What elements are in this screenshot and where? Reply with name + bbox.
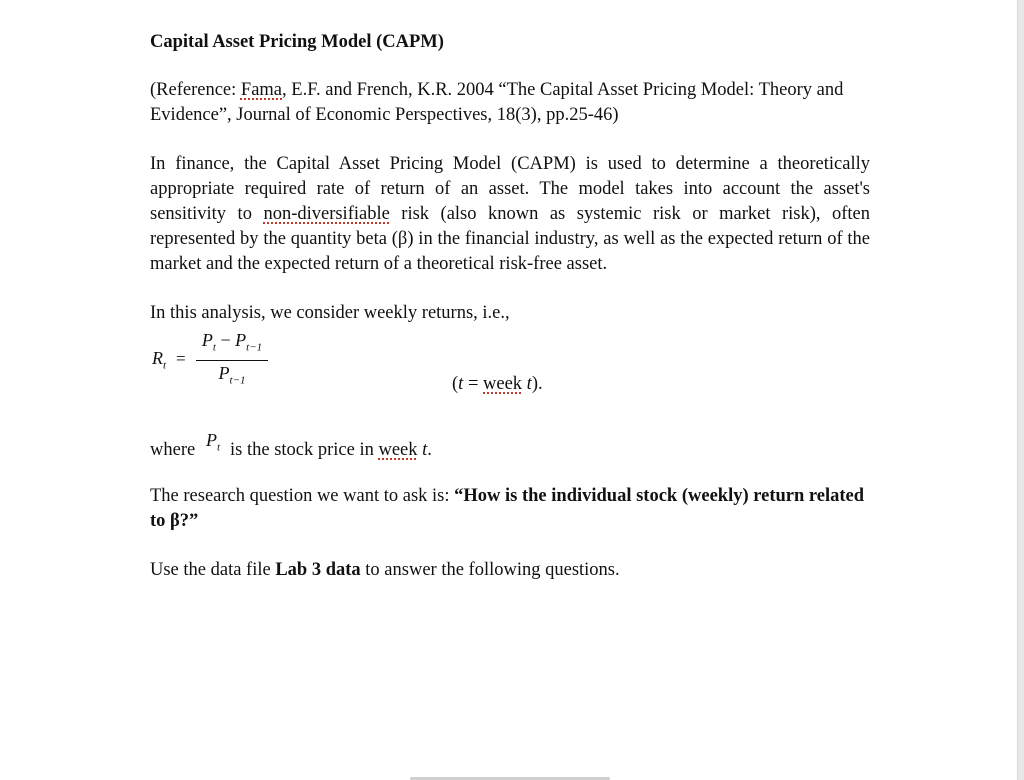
data-file-name: Lab 3 data — [275, 560, 361, 580]
where-word: where — [150, 440, 196, 460]
scrollbar-gutter[interactable] — [1017, 0, 1024, 780]
question-bold: “How is the individual stock (weekly) return related to β?” — [150, 486, 865, 531]
document-content — [150, 30, 870, 583]
intro-paragraph — [150, 152, 870, 277]
formula-fraction — [196, 329, 268, 392]
price-symbol: $P_t$ — [206, 430, 221, 454]
intro-part1: In finance, the Capital Asset Pricing Model (CAPM) is used to determine a theoretically appropriate required rate of return of an asset. The model takes into account the asset's sensitivity to — [150, 154, 870, 224]
formula-numerator: $P_t - P_{t-1}$ — [196, 329, 268, 361]
spellcheck-word-week-2[interactable]: week — [378, 440, 418, 460]
spacer — [150, 128, 870, 152]
spacer — [150, 277, 870, 301]
spacer — [150, 534, 870, 558]
reference-rest: , E.F. and French, K.R. 2004 “The Capital Asset Pricing Model: Theory and Evidence”, Journal of Economic Perspectives, 18(3), pp.25-46) — [150, 80, 844, 125]
reference-paragraph — [150, 78, 870, 128]
where-line — [150, 430, 870, 466]
spellcheck-word-fama[interactable]: Fama — [240, 80, 283, 100]
spellcheck-word-non-diversifiable[interactable]: non-diversifiable — [263, 204, 390, 224]
page-title: Capital Asset Pricing Model (CAPM) — [150, 32, 444, 52]
closing-line — [150, 558, 870, 583]
spacer — [150, 55, 870, 78]
where-rest: is the stock price in week t. — [230, 440, 432, 460]
closing-prefix: Use the data file — [150, 560, 276, 580]
return-formula — [150, 330, 870, 428]
formula-denominator: $P_{t-1}$ — [218, 362, 246, 387]
reference-prefix: (Reference: — [150, 80, 241, 100]
spellcheck-word-week[interactable]: week — [483, 374, 523, 394]
question-prefix: The research question we want to ask is: — [150, 486, 455, 506]
formula-lhs: $R_t$ — [152, 348, 167, 372]
analysis-line: In this analysis, we consider weekly returns, i.e., — [150, 303, 510, 323]
intro-part2: risk (also known as systemic risk or market risk), often represented by the quantity beta (β) in the financial industry, as well as the expected return of the market and the expected return of a theoretical risk-free asset. — [150, 204, 871, 274]
formula-equals: = — [176, 349, 186, 368]
closing-suffix: to answer the following questions. — [360, 560, 620, 580]
research-question — [150, 484, 870, 534]
formula-note: (t = week t). — [452, 374, 543, 394]
spacer — [150, 466, 870, 484]
